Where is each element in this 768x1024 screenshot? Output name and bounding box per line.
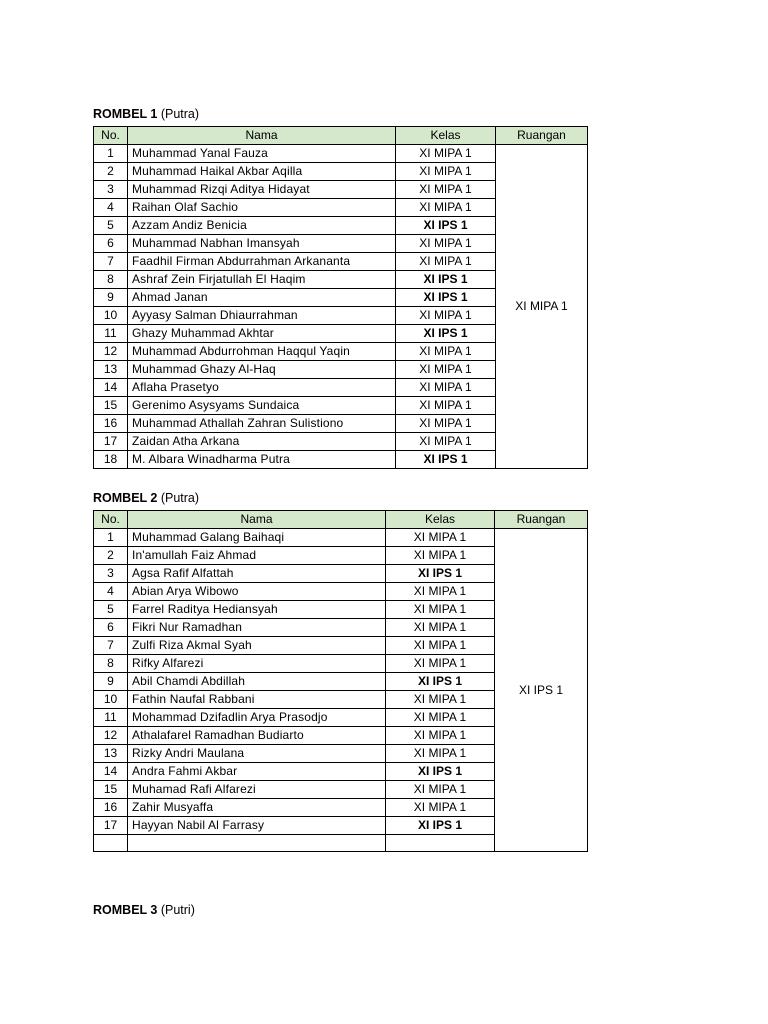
student-name: Rizky Andri Maulana: [128, 745, 386, 763]
row-number: 16: [94, 415, 128, 433]
class-name: XI MIPA 1: [386, 709, 495, 727]
class-name: XI MIPA 1: [386, 601, 495, 619]
row-number: 10: [94, 691, 128, 709]
student-name: Muhammad Abdurrohman Haqqul Yaqin: [128, 343, 396, 361]
class-name: XI MIPA 1: [396, 343, 496, 361]
class-name: XI MIPA 1: [396, 199, 496, 217]
rombel-2-table: [93, 510, 588, 852]
rombel-2-group: (Putra): [157, 491, 200, 505]
row-number: 17: [94, 817, 128, 835]
class-name: XI MIPA 1: [396, 361, 496, 379]
class-name: XI MIPA 1: [386, 745, 495, 763]
student-name: Ahmad Janan: [128, 289, 396, 307]
table-header-row: [94, 127, 588, 145]
row-number: 8: [94, 655, 128, 673]
row-number: 6: [94, 619, 128, 637]
header-kelas: Kelas: [396, 127, 496, 145]
student-name: Farrel Raditya Hediansyah: [128, 601, 386, 619]
row-number: 2: [94, 163, 128, 181]
row-number: 15: [94, 397, 128, 415]
row-number: 7: [94, 253, 128, 271]
class-name: XI MIPA 1: [396, 433, 496, 451]
class-name: XI MIPA 1: [386, 637, 495, 655]
row-number: 4: [94, 199, 128, 217]
empty-cell: [128, 835, 386, 852]
rombel-1-group: (Putra): [157, 107, 200, 121]
class-name: XI IPS 1: [396, 325, 496, 343]
rombel-1-caption: [93, 107, 199, 121]
rombel-2-title: ROMBEL 2: [93, 491, 158, 505]
student-name: Zahir Musyaffa: [128, 799, 386, 817]
class-name: XI IPS 1: [386, 763, 495, 781]
student-name: Muhammad Galang Baihaqi: [128, 529, 386, 547]
student-name: Mohammad Dzifadlin Arya Prasodjo: [128, 709, 386, 727]
student-name: M. Albara Winadharma Putra: [128, 451, 396, 469]
rombel-3-caption: [93, 903, 195, 917]
row-number: 8: [94, 271, 128, 289]
row-number: 12: [94, 343, 128, 361]
row-number: 4: [94, 583, 128, 601]
row-number: 13: [94, 745, 128, 763]
student-name: Raihan Olaf Sachio: [128, 199, 396, 217]
student-name: Rifky Alfarezi: [128, 655, 386, 673]
header-nama: Nama: [128, 511, 386, 529]
rombel-1-table: [93, 126, 588, 469]
empty-cell: [386, 835, 495, 852]
class-name: XI MIPA 1: [386, 529, 495, 547]
header-nama: Nama: [128, 127, 396, 145]
header-no: No.: [94, 127, 128, 145]
student-name: Muhammad Athallah Zahran Sulistiono: [128, 415, 396, 433]
room-cell: XI IPS 1: [495, 529, 588, 852]
student-name: Ghazy Muhammad Akhtar: [128, 325, 396, 343]
student-name: Muhammad Haikal Akbar Aqilla: [128, 163, 396, 181]
row-number: 14: [94, 379, 128, 397]
class-name: XI MIPA 1: [396, 307, 496, 325]
class-name: XI MIPA 1: [386, 619, 495, 637]
row-number: 3: [94, 181, 128, 199]
class-name: XI MIPA 1: [386, 727, 495, 745]
class-name: XI IPS 1: [396, 451, 496, 469]
class-name: XI MIPA 1: [396, 181, 496, 199]
student-name: Gerenimo Asysyams Sundaica: [128, 397, 396, 415]
student-name: In'amullah Faiz Ahmad: [128, 547, 386, 565]
class-name: XI IPS 1: [386, 673, 495, 691]
row-number: 11: [94, 709, 128, 727]
row-number: 13: [94, 361, 128, 379]
class-name: XI IPS 1: [396, 217, 496, 235]
row-number: 17: [94, 433, 128, 451]
room-cell: XI MIPA 1: [496, 145, 588, 469]
header-no: No.: [94, 511, 128, 529]
row-number: 12: [94, 727, 128, 745]
row-number: 9: [94, 289, 128, 307]
class-name: XI IPS 1: [396, 289, 496, 307]
student-name: Muhammad Nabhan Imansyah: [128, 235, 396, 253]
rombel-3-group: (Putri): [157, 903, 195, 917]
row-number: 11: [94, 325, 128, 343]
class-name: XI MIPA 1: [386, 583, 495, 601]
row-number: 15: [94, 781, 128, 799]
student-name: Abil Chamdi Abdillah: [128, 673, 386, 691]
student-name: Fathin Naufal Rabbani: [128, 691, 386, 709]
header-kelas: Kelas: [386, 511, 495, 529]
class-name: XI IPS 1: [386, 565, 495, 583]
class-name: XI MIPA 1: [396, 235, 496, 253]
class-name: XI MIPA 1: [386, 655, 495, 673]
row-number: 16: [94, 799, 128, 817]
row-number: 1: [94, 529, 128, 547]
student-name: Muhammad Rizqi Aditya Hidayat: [128, 181, 396, 199]
class-name: XI MIPA 1: [396, 415, 496, 433]
row-number: 9: [94, 673, 128, 691]
student-name: Ayyasy Salman Dhiaurrahman: [128, 307, 396, 325]
class-name: XI MIPA 1: [396, 253, 496, 271]
student-name: Ashraf Zein Firjatullah El Haqim: [128, 271, 396, 289]
student-name: Muhammad Yanal Fauza: [128, 145, 396, 163]
student-name: Fikri Nur Ramadhan: [128, 619, 386, 637]
row-number: 1: [94, 145, 128, 163]
row-number: 6: [94, 235, 128, 253]
student-name: Muhammad Ghazy Al-Haq: [128, 361, 396, 379]
header-ruangan: Ruangan: [495, 511, 588, 529]
row-number: 7: [94, 637, 128, 655]
student-name: Andra Fahmi Akbar: [128, 763, 386, 781]
student-name: Zulfi Riza Akmal Syah: [128, 637, 386, 655]
class-name: XI MIPA 1: [396, 163, 496, 181]
student-name: Zaidan Atha Arkana: [128, 433, 396, 451]
row-number: 5: [94, 601, 128, 619]
student-name: Athalafarel Ramadhan Budiarto: [128, 727, 386, 745]
class-name: XI MIPA 1: [386, 799, 495, 817]
row-number: 5: [94, 217, 128, 235]
class-name: XI MIPA 1: [396, 397, 496, 415]
class-name: XI MIPA 1: [386, 547, 495, 565]
class-name: XI MIPA 1: [396, 379, 496, 397]
row-number: 3: [94, 565, 128, 583]
student-name: Faadhil Firman Abdurrahman Arkananta: [128, 253, 396, 271]
class-name: XI MIPA 1: [386, 781, 495, 799]
row-number: 2: [94, 547, 128, 565]
class-name: XI IPS 1: [386, 817, 495, 835]
class-name: XI MIPA 1: [386, 691, 495, 709]
rombel-3-title: ROMBEL 3: [93, 903, 158, 917]
class-name: XI MIPA 1: [396, 145, 496, 163]
table-header-row: [94, 511, 588, 529]
student-name: Hayyan Nabil Al Farrasy: [128, 817, 386, 835]
table-row: [94, 529, 588, 547]
student-name: Abian Arya Wibowo: [128, 583, 386, 601]
student-name: Agsa Rafif Alfattah: [128, 565, 386, 583]
row-number: 18: [94, 451, 128, 469]
student-name: Azzam Andiz Benicia: [128, 217, 396, 235]
rombel-1-title: ROMBEL 1: [93, 107, 158, 121]
table-row: [94, 145, 588, 163]
header-ruangan: Ruangan: [496, 127, 588, 145]
class-name: XI IPS 1: [396, 271, 496, 289]
row-number: 10: [94, 307, 128, 325]
row-number: 14: [94, 763, 128, 781]
empty-cell: [94, 835, 128, 852]
rombel-2-caption: [93, 491, 199, 505]
student-name: Muhamad Rafi Alfarezi: [128, 781, 386, 799]
student-name: Aflaha Prasetyo: [128, 379, 396, 397]
